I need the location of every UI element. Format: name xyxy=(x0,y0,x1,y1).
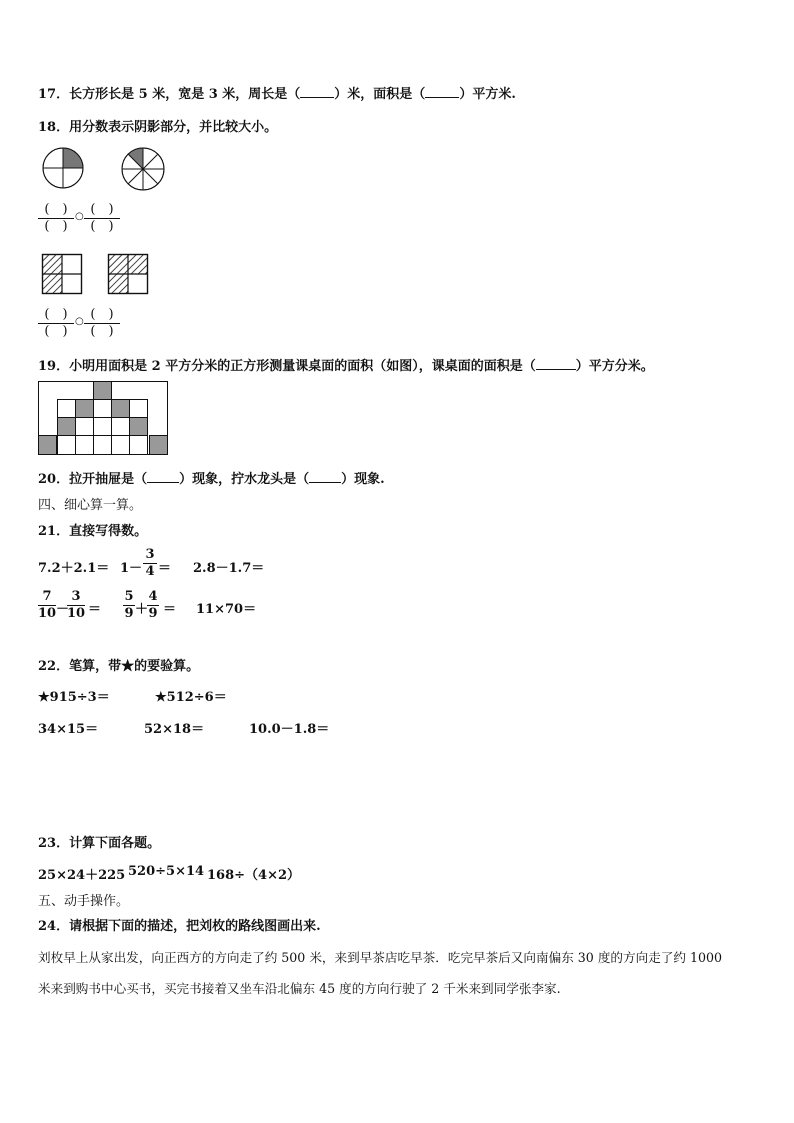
question-number: 20． xyxy=(38,472,70,487)
expression: ★512÷6＝ xyxy=(155,690,227,705)
square-figure-1 xyxy=(42,254,82,294)
expression: 7.2＋2.1＝ xyxy=(38,561,110,576)
answer-blank[interactable] xyxy=(309,482,341,483)
fraction-blank[interactable]: ( ) ( ) xyxy=(84,202,120,235)
problem-description-line: 刘枚早上从家出发，向正西方的方向走了约 500 米，来到早茶店吃早茶．吃完早茶后又向南偏东 30 度的方向走了约 1000 xyxy=(38,950,723,965)
answer-blank[interactable] xyxy=(147,482,179,483)
fraction: 7 10 xyxy=(38,589,57,621)
expression: ★915÷3＝ xyxy=(38,690,110,705)
expression: 10.0－1.8＝ xyxy=(249,722,330,737)
question-number: 24． xyxy=(38,919,70,934)
question-number: 21． xyxy=(38,524,70,539)
question-24 xyxy=(38,915,321,934)
question-text: 拉开抽屉是（ xyxy=(69,472,148,487)
question-number: 23． xyxy=(38,836,70,851)
question-number: 18． xyxy=(38,120,70,135)
fraction: 4 9 xyxy=(148,589,158,621)
question-number: 22． xyxy=(38,659,70,674)
expression: 25×24＋225 xyxy=(38,868,126,883)
section-heading: 四、细心算一算。 xyxy=(38,498,143,513)
question-23 xyxy=(38,832,160,851)
desk-measure-figure xyxy=(38,381,168,455)
fraction: 3 4 xyxy=(143,547,157,580)
question-text: 计算下面各题。 xyxy=(69,836,161,851)
answer-blank[interactable] xyxy=(536,369,576,370)
question-text: 笔算，带★的要验算。 xyxy=(69,659,200,674)
fraction: 5 9 xyxy=(124,589,134,621)
question-22 xyxy=(38,655,199,674)
circle-figure-2 xyxy=(121,147,165,191)
question-number: 17． xyxy=(38,87,70,102)
question-text: 请根据下面的描述，把刘枚的路线图画出来. xyxy=(69,919,321,934)
question-text: 用分数表示阴影部分，并比较大小。 xyxy=(69,120,278,135)
question-21 xyxy=(38,520,147,539)
question-text: 长方形长是 5 米，宽是 3 米，周长是（ xyxy=(69,87,301,102)
question-20: 20．拉开抽屉是（ ）现象，拧水龙头是（ ）现象. xyxy=(38,472,385,487)
expression: 520÷5×14 xyxy=(128,864,205,879)
expression: 2.8－1.7＝ xyxy=(193,561,265,576)
square-figure-2 xyxy=(108,254,148,294)
question-text: 小明用面积是 2 平方分米的正方形测量课桌面的面积（如图），课桌面的面积是（ xyxy=(69,359,536,374)
fraction-blank[interactable]: ( ) ( ) xyxy=(84,307,120,340)
expression: 11×70＝ xyxy=(196,602,257,617)
expression: 1－ xyxy=(120,561,143,576)
answer-blank[interactable] xyxy=(300,97,334,98)
question-17: 17．长方形长是 5 米，宽是 3 米，周长是（ ）米，面积是（ ）平方米. xyxy=(38,87,516,102)
expression: 52×18＝ xyxy=(144,722,205,737)
question-19: 19．小明用面积是 2 平方分米的正方形测量课桌面的面积（如图），课桌面的面积是（ ）平方分米。 xyxy=(38,359,654,374)
fraction-blank[interactable]: ( ) ( ) xyxy=(38,202,74,235)
expression: 34×15＝ xyxy=(38,722,99,737)
section-heading: 五、动手操作。 xyxy=(38,894,130,909)
question-18 xyxy=(38,116,277,135)
question-number: 19． xyxy=(38,359,70,374)
fraction: 3 10 xyxy=(67,589,86,621)
fraction-blank[interactable]: ( ) ( ) xyxy=(38,307,74,340)
expression: 168÷（4×2） xyxy=(207,868,301,883)
circle-figure-1 xyxy=(42,147,84,189)
question-text: 直接写得数。 xyxy=(69,524,148,539)
compare-circle[interactable]: ○ xyxy=(75,316,84,327)
answer-blank[interactable] xyxy=(425,97,459,98)
compare-circle[interactable]: ○ xyxy=(75,211,84,222)
problem-description-line: 米来到购书中心买书，买完书接着又坐车沿北偏东 45 度的方向行驶了 2 千米来到同学张李家. xyxy=(38,981,561,996)
